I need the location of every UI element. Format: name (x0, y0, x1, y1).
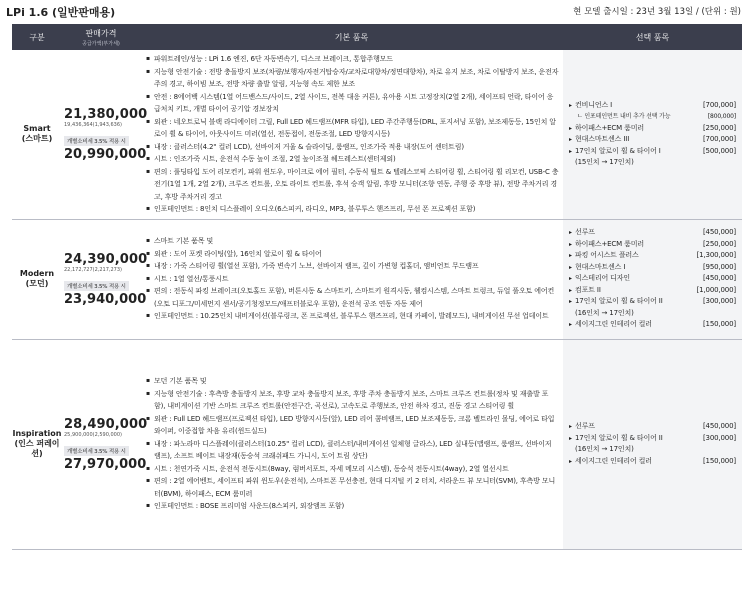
option-label: (15인치 → 17인치) (575, 158, 634, 167)
option-item (569, 285, 736, 297)
feature-list (146, 53, 559, 216)
option-item (569, 456, 736, 468)
option-label: ▸ 현대스마트센스 III (575, 135, 630, 144)
price-supply: 22,172,727(2,217,273) (64, 266, 122, 273)
option-label: ▸ 17인치 알로이 휠 & 타이어 II (575, 433, 663, 442)
price-cell (62, 50, 148, 219)
feature-item: ▪ 지능형 안전기술 : 전방 충돌방지 보조(차량/보행자/자전거탑승자/교차로대향차/정면대향차), 차로 유지 보조, 차로 이탈방지 보조, 운전자 주의 경고, 하이빔 보조, 전방 차량 출발 알림, 지능형 속도 제한 보조 (146, 66, 559, 91)
release-note: 현 모델 출시일 : 23년 3월 13일 / (단위 : 원) (573, 7, 741, 17)
option-item (569, 319, 736, 331)
feature-item: ▪ 외관 : 네오트로닉 블랙 라디에이터 그릴, Full LED 헤드램프(MFR 타입), LED 주간주행등(DRL, 포지셔닝 포함), 보조제동등, 15인치 알로이 휠 & 타이어, 아웃사이드 미러(열선, 전동접이, 전동조절, LED 방향지시등) (146, 116, 559, 141)
option-label: ▸ 하이패스+ECM 룸미러 (575, 123, 644, 132)
col-price (62, 24, 140, 50)
feature-item: ▪ 파워트레인/성능 : LPi 1.6 엔진, 6단 자동변속기, 디스크 브레이크, 통합주행모드 (146, 53, 559, 66)
trim-cell (12, 339, 62, 549)
options-cell (563, 219, 742, 339)
option-item (569, 273, 736, 285)
option-item (569, 123, 736, 135)
col-trim: 구분 (12, 24, 62, 50)
trim-sub: (모던) (25, 279, 49, 288)
feature-item: ▪ 인포테인먼트 : 8인치 디스플레이 오디오(6스피커, 라디오, MP3, 블루투스 핸즈프리, 무선 폰 프로젝션 포함) (146, 203, 559, 216)
option-label: ▸ 컴포트 II (575, 285, 601, 294)
trim-cell (12, 50, 62, 219)
option-price: [450,000] (702, 422, 736, 430)
base-features-cell (140, 50, 563, 219)
option-label: ▸ 선루프 (575, 422, 595, 430)
option-item (569, 433, 736, 445)
option-price: [250,000] (702, 123, 736, 132)
base-features-cell (140, 339, 563, 549)
table-header (12, 24, 742, 50)
option-label: ㄴ 인포테인먼트 내비 추가 선택 가능 (577, 113, 671, 121)
trim-cell (12, 219, 62, 339)
option-label: ▸ 선루프 (575, 228, 595, 237)
option-label: ▸ 파킹 어시스트 플러스 (575, 251, 639, 260)
option-label: ▸ 컨비니언스 I (575, 100, 613, 109)
option-item (569, 134, 736, 146)
price-supply: 25,900,000(2,590,000) (64, 431, 122, 438)
tax-badge: 개별소비세 3.5% 적용 시 (64, 136, 129, 146)
option-item (569, 100, 736, 112)
price-tax-value: 23,940,000 (64, 291, 147, 307)
price-tax-value: 27,970,000 (64, 456, 147, 472)
option-item (569, 250, 736, 262)
trim-sub: (스마트) (21, 134, 53, 144)
option-item (569, 157, 736, 169)
trim-name: Smart (23, 124, 51, 134)
feature-item: ▪ 인포테인먼트 : 10.25인치 내비게이션(블루링크, 폰 프로젝션, 블루투스 핸즈프리, 현대 카페이, 발레모드), 내비게이션 무선 업데이트 (146, 310, 559, 323)
option-price: [500,000] (702, 146, 736, 155)
option-item (569, 421, 736, 433)
option-list (563, 421, 742, 467)
table-row (12, 219, 742, 339)
option-list (563, 227, 742, 331)
col-options: 선택 품목 (563, 24, 742, 50)
option-price: [450,000] (702, 274, 736, 283)
option-label: ▸ 세이지그린 인테리어 컬러 (575, 456, 652, 465)
option-label: ▸ 익스테리어 디자인 (575, 274, 630, 283)
base-features-cell (140, 219, 563, 339)
option-price: [300,000] (702, 297, 736, 306)
feature-item: ▪ 시트 : 천연가죽 시트, 운전석 전동시트(8way, 럼버서포트, 자세 메모리 시스템), 동승석 전동시트(4way), 2열 열선시트 (146, 463, 559, 476)
feature-item: ▪ 시트 : 1열 열선/통풍시트 (146, 273, 559, 286)
feature-item: ▪ 내장 : 클러스터(4.2" 컬러 LCD), 선바이저 거울 & 슬라이딩, 룸램프, 인조가죽 적용 내장(도어 센터트림) (146, 141, 559, 154)
option-item (569, 146, 736, 158)
option-price: [250,000] (702, 239, 736, 248)
trim-sub: (인스 퍼레이션) (14, 439, 60, 458)
options-cell (563, 50, 742, 219)
table-row (12, 50, 742, 219)
trim-name: Inspiration (12, 429, 62, 438)
feature-item: ▪ 시트 : 인조가죽 시트, 운전석 수동 높이 조절, 2열 높이조절 헤드레스트(센터제외) (146, 153, 559, 166)
option-item (569, 262, 736, 274)
option-label: ▸ 17인치 알로이 휠 & 타이어 II (575, 297, 663, 306)
option-price: [450,000] (702, 228, 736, 237)
table-row (12, 339, 742, 549)
option-label: (16인치 → 17인치) (575, 445, 634, 453)
option-price: [800,000] (707, 113, 736, 121)
price-cell (62, 219, 148, 339)
option-item (569, 308, 736, 320)
page-title: LPi 1.6 (일반판매용) (6, 6, 116, 19)
option-item (569, 111, 736, 123)
col-price-label: 판매가격 (85, 28, 117, 38)
option-price: [1,300,000] (696, 251, 736, 260)
price-value: 28,490,000 (64, 416, 148, 432)
option-label: ▸ 현대스마트센스 I (575, 262, 626, 271)
option-item (569, 296, 736, 308)
option-item (569, 239, 736, 251)
feature-item: ▪ 안전 : 8에어백 시스템(1열 어드밴스드/사이드, 2열 사이드, 전복 대응 커튼), 유아용 시트 고정장치(2열 2개), 세이프티 언락, 타이어 응급처치 키트, 개별 타이어 공기압 경보장치 (146, 91, 559, 116)
option-price: [950,000] (702, 262, 736, 271)
option-label: (16인치 → 17인치) (575, 308, 634, 317)
option-price: [700,000] (702, 100, 736, 109)
option-item (569, 444, 736, 456)
price-supply: 19,436,364(1,943,636) (64, 121, 122, 128)
option-price: [700,000] (702, 135, 736, 144)
feature-item: ▪ 편의 : 2열 에어벤트, 세이프티 파워 윈도우(운전석), 스마트폰 무선충전, 현대 디지털 키 2 터치, 서라운드 뷰 모니터(SVM), 후측방 모니터(BVM), 하이패스, ECM 룸미러 (146, 475, 559, 500)
col-price-sub: 공급가액(부가세) (82, 40, 120, 47)
option-label: ▸ 세이지그린 인테리어 컬러 (575, 320, 652, 329)
feature-item: ▪ 인포테인먼트 : BOSE 프리미엄 사운드(8스피커, 외장앰프 포함) (146, 500, 559, 513)
option-label: ▸ 하이패스+ECM 룸미러 (575, 239, 644, 248)
feature-list (146, 235, 559, 323)
price-value: 21,380,000 (64, 106, 148, 122)
feature-item: ▪ 내장 : 가죽 스티어링 휠(열선 포함), 가죽 변속기 노브, 선바이저 램프, 깊이 가변형 컵홀더, 앰비언트 무드램프 (146, 260, 559, 273)
trim-name: Modern (19, 269, 55, 278)
option-price: [150,000] (702, 456, 736, 465)
feature-item: ▪ 모던 기본 품목 및 (146, 375, 559, 388)
option-item (569, 227, 736, 239)
price-table (12, 24, 742, 550)
feature-item: ▪ 외관 : 도어 포켓 라이팅(앞), 16인치 알로이 휠 & 타이어 (146, 248, 559, 261)
tax-badge: 개별소비세 3.5% 적용 시 (64, 281, 129, 291)
col-base: 기본 품목 (140, 24, 563, 50)
price-cell (62, 339, 148, 549)
option-price: [1,000,000] (696, 285, 736, 294)
feature-item: ▪ 지능형 안전기술 : 후측방 충돌방지 보조, 후방 교차 충돌방지 보조, 후방 주차 충돌방지 보조, 스마트 크루즈 컨트롤(정차 및 재출발 포함), 내비게이션 기반 스마트 크루즈 컨트롤(안전구간, 곡선로), 고속도로 주행보조, 안전 하차 경고, 진동 경고 스티어링 휠 (146, 388, 559, 413)
option-price: [150,000] (702, 320, 736, 329)
option-price: [300,000] (702, 433, 736, 442)
feature-item: ▪ 스마트 기본 품목 및 (146, 235, 559, 248)
options-cell (563, 339, 742, 549)
price-tax-value: 20,990,000 (64, 146, 147, 162)
feature-list (146, 375, 559, 513)
feature-item: ▪ 외관 : Full LED 헤드램프(프로젝션 타입), LED 방향지시등(앞), LED 리어 콤비램프, LED 보조제동등, 크롬 벨트라인 몰딩, 에어로 타입 와이퍼, 이중접합 차음 유리(윈드실드) (146, 413, 559, 438)
option-list (563, 100, 742, 169)
feature-item: ▪ 편의 : 전동식 파킹 브레이크(오토홀드 포함), 버튼시동 & 스마트키, 스마트키 원격시동, 웰컴시스템, 스마트 트렁크, 듀얼 풀오토 에어컨(오토 디포그/미세먼지 센서/공기청정모드/애프터블로우 포함), 운전석 공조 연동 자동 제어 (146, 285, 559, 310)
feature-item: ▪ 내장 : 파노라마 디스플레이(클러스터(10.25" 컬러 LCD), 클러스터/내비게이션 일체형 글라스), LED 실내등(맵램프, 룸램프, 선바이저 램프), 소프트 베이트 내장재(동승석 크래쉬패드 가니시, 도어 트림 상단) (146, 438, 559, 463)
tax-badge: 개별소비세 3.5% 적용 시 (64, 446, 129, 456)
price-value: 24,390,000 (64, 251, 148, 267)
option-label: ▸ 17인치 알로이 휠 & 타이어 I (575, 146, 661, 155)
feature-item: ▪ 편의 : 풀딩타입 도어 리모컨키, 파워 윈도우, 마이크로 에어 필터, 수동식 틸트 & 텔레스코픽 스티어링 휠, 스티어링 휠 리모컨, USB-C 충전기(1열 1개, 2열 2개), 크루즈 컨트롤, 오토 라이트 컨트롤, 후석 승객 알림, 후방 모니터(조향 연동, 주행 중 후방 뷰), 전방 주차거리 경고, 후방 주차거리 경고 (146, 166, 559, 204)
